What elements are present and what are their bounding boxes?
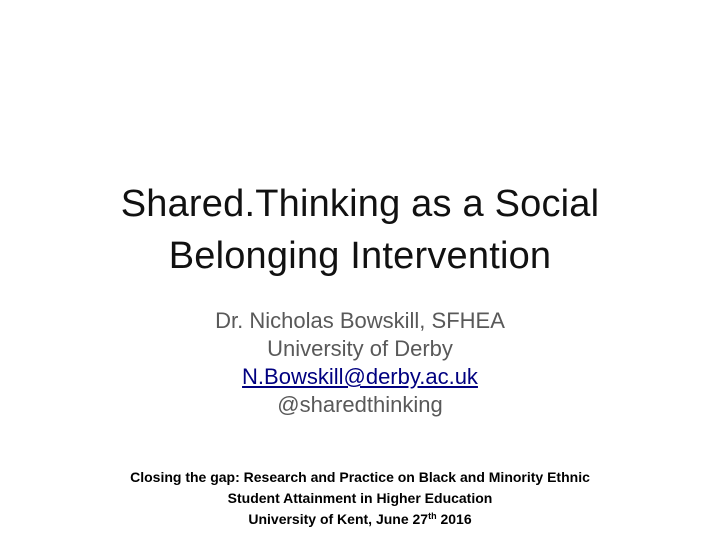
title-line-2: Belonging Intervention — [168, 235, 552, 277]
institution-name: University of Derby — [267, 336, 453, 361]
event-info — [40, 467, 680, 530]
twitter-handle: @sharedthinking — [277, 392, 443, 417]
event-title-line-2: Student Attainment in Higher Education — [227, 490, 493, 506]
email-link[interactable]: N.Bowskill@derby.ac.uk — [242, 364, 478, 389]
event-venue-date — [40, 509, 680, 530]
slide-title — [60, 178, 660, 282]
slide-subtitle — [100, 307, 620, 419]
event-venue-date-year: 2016 — [436, 511, 472, 527]
event-title-line-1: Closing the gap: Research and Practice on Black and Minority Ethnic — [130, 469, 590, 485]
event-venue-date-prefix: University of Kent, June 27 — [248, 511, 429, 527]
title-line-1: Shared.Thinking as a Social — [120, 183, 600, 225]
event-date-ordinal-suffix: th — [428, 511, 437, 521]
author-name: Dr. Nicholas Bowskill, SFHEA — [215, 308, 505, 333]
